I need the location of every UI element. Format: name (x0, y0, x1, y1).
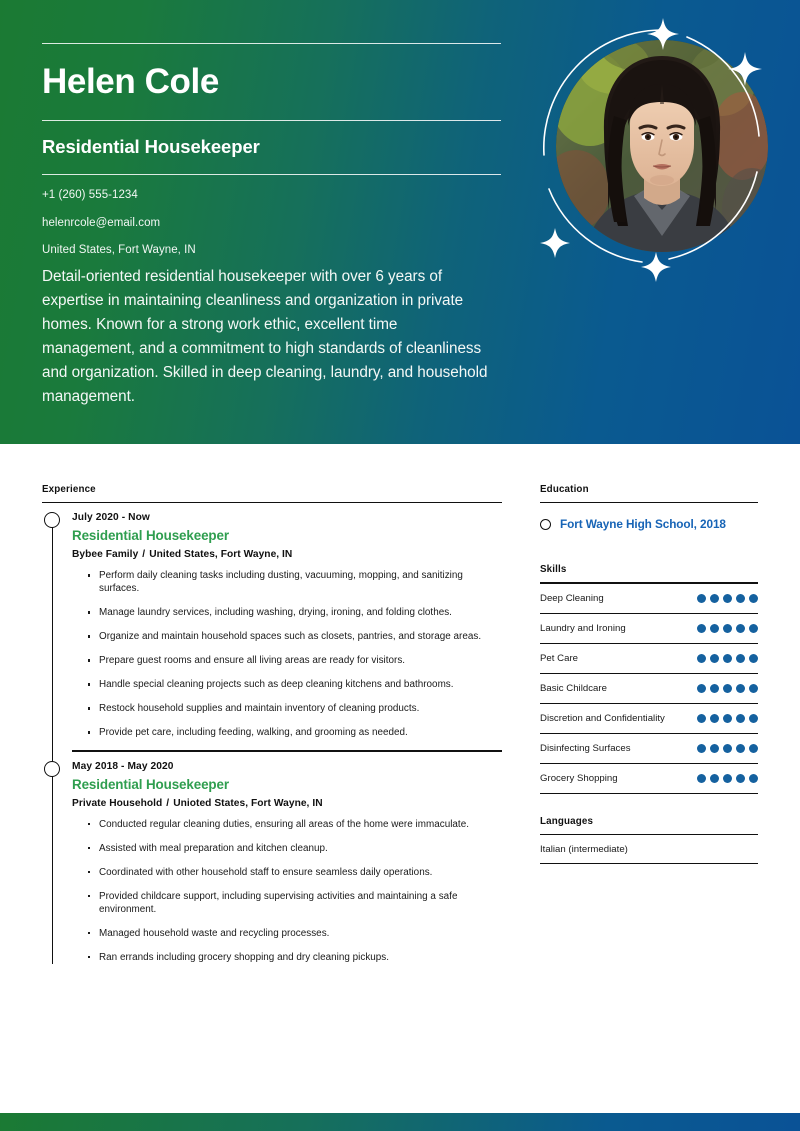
main-column (42, 484, 502, 975)
resume-header (0, 0, 800, 444)
photo-area (523, 12, 775, 278)
job-bullet: Restock household supplies and maintain inventory of cleaning products. (88, 702, 502, 715)
skill-item (540, 614, 758, 644)
resume-body (0, 444, 800, 1113)
job-bullet: Provide pet care, including feeding, walking, and grooming as needed. (88, 726, 502, 739)
job-bullet: Manage laundry services, including washing, drying, ironing, and folding clothes. (88, 606, 502, 619)
contact-location: United States, Fort Wayne, IN (42, 244, 196, 256)
skill-name: Discretion and Confidentiality (540, 712, 665, 724)
skill-rating (697, 654, 758, 663)
education-item (540, 517, 758, 531)
skill-item (540, 764, 758, 794)
skill-rating-dot (736, 714, 745, 723)
footer-accent-bar (0, 1113, 800, 1131)
education-section (540, 484, 758, 531)
skill-rating (697, 714, 758, 723)
page-title: Helen Cole (42, 62, 219, 101)
experience-timeline (42, 503, 502, 963)
job-title: Residential Housekeeper (72, 528, 229, 544)
skill-rating (697, 744, 758, 753)
experience-item (42, 503, 502, 739)
section-heading-skills: Skills (540, 564, 567, 576)
skill-rating-dot (710, 684, 719, 693)
sidebar-spacer (540, 531, 758, 564)
professional-summary: Detail-oriented residential housekeeper with over 6 years of expertise in maintaining cleanliness and organization in private homes. Known for a strong work ethic, excellent time management, and a commitment to high standards of cleanliness and organization. Skilled in deep cleaning, laundry, and household management. (42, 268, 488, 405)
skill-rating-dot (710, 654, 719, 663)
job-bullet: Coordinated with other household staff to ensure seamless daily operations. (88, 866, 502, 879)
job-bullet: Conducted regular cleaning duties, ensuring all areas of the home were immaculate. (88, 818, 502, 831)
skill-rating-dot (710, 624, 719, 633)
skill-rating-dot (710, 594, 719, 603)
skill-rating-dot (697, 594, 706, 603)
language-item: Italian (intermediate) (540, 835, 758, 864)
skill-rating (697, 594, 758, 603)
job-bullet: Perform daily cleaning tasks including dusting, vacuuming, mopping, and sanitizing surfaces. (88, 569, 502, 595)
section-heading-education: Education (540, 484, 589, 495)
timeline-marker-icon (44, 512, 60, 528)
skill-rating-dot (736, 654, 745, 663)
skill-rating (697, 774, 758, 783)
skill-rating-dot (723, 684, 732, 693)
skill-rating-dot (749, 744, 758, 753)
skill-name: Disinfecting Surfaces (540, 742, 631, 754)
timeline-marker-icon (44, 761, 60, 777)
contact-email: helenrcole@email.com (42, 216, 161, 229)
job-title: Residential Housekeeper (72, 776, 229, 792)
sidebar-column (540, 484, 758, 864)
skill-rating-dot (736, 684, 745, 693)
contact-phone: +1 (260) 555-1234 (42, 189, 138, 201)
skill-item (540, 644, 758, 674)
languages-section (540, 816, 758, 864)
job-bullet-list (72, 569, 502, 739)
section-heading-experience: Experience (42, 484, 96, 495)
skill-rating-dot (723, 744, 732, 753)
skill-rating-dot (723, 594, 732, 603)
job-bullet: Managed household waste and recycling processes. (88, 927, 502, 940)
skill-rating-dot (749, 654, 758, 663)
skill-name: Basic Childcare (540, 682, 607, 694)
skill-name: Laundry and Ironing (540, 622, 626, 634)
job-bullet: Provided childcare support, including supervising activities and maintaining a safe environment. (88, 890, 502, 916)
skill-rating-dot (697, 654, 706, 663)
skills-section (540, 564, 758, 793)
job-bullet: Prepare guest rooms and ensure all living areas are ready for visitors. (88, 654, 502, 667)
skill-rating-dot (723, 624, 732, 633)
section-heading-languages: Languages (540, 815, 594, 827)
job-role-subtitle: Residential Housekeeper (42, 136, 260, 157)
sparkle-icon (540, 18, 762, 282)
job-bullet: Handle special cleaning projects such as deep cleaning kitchens and bathrooms. (88, 678, 502, 691)
skill-rating-dot (710, 774, 719, 783)
skill-rating-dot (749, 684, 758, 693)
skill-rating-dot (697, 744, 706, 753)
skill-rating-dot (723, 654, 732, 663)
job-bullet: Ran errands including grocery shopping and dry cleaning pickups. (88, 951, 502, 964)
skill-rating-dot (710, 744, 719, 753)
skill-name: Pet Care (540, 652, 579, 664)
job-location: Unioted States, Fort Wayne, IN (173, 797, 323, 809)
skill-rating-dot (697, 624, 706, 633)
header-divider-bottom (42, 174, 501, 175)
header-left-column (42, 0, 502, 273)
skill-rating-dot (736, 774, 745, 783)
skill-rating-dot (723, 774, 732, 783)
section-rule-education (540, 502, 758, 503)
job-dates: July 2020 - Now (72, 512, 150, 524)
job-dates: May 2018 - May 2020 (72, 760, 174, 772)
skill-rating-dot (749, 774, 758, 783)
skill-rating-dot (697, 684, 706, 693)
header-divider-middle (42, 120, 501, 121)
contact-block (42, 190, 502, 257)
skill-name: Grocery Shopping (540, 772, 618, 784)
skill-rating-dot (749, 714, 758, 723)
skill-rating-dot (736, 624, 745, 633)
job-meta (72, 549, 502, 560)
skill-rating-dot (723, 714, 732, 723)
skill-rating (697, 624, 758, 633)
job-bullet-list (72, 818, 502, 964)
job-employer: Private Household (72, 797, 163, 809)
skill-rating-dot (710, 714, 719, 723)
education-marker-icon (540, 519, 551, 530)
skill-rating-dot (749, 594, 758, 603)
job-bullet: Organize and maintain household spaces such as closets, pantries, and storage areas. (88, 630, 502, 643)
skill-item (540, 674, 758, 704)
skill-item (540, 704, 758, 734)
job-meta-separator: / (166, 797, 170, 809)
job-meta-separator: / (142, 549, 146, 561)
sidebar-spacer (540, 794, 758, 816)
skill-rating-dot (736, 594, 745, 603)
decorative-ring (523, 12, 775, 278)
skill-item (540, 584, 758, 614)
skill-rating-dot (697, 774, 706, 783)
job-meta (72, 798, 502, 809)
job-location: United States, Fort Wayne, IN (149, 549, 293, 561)
skill-rating-dot (736, 744, 745, 753)
skill-rating-dot (697, 714, 706, 723)
job-bullet: Assisted with meal preparation and kitchen cleanup. (88, 842, 502, 855)
skill-rating-dot (749, 624, 758, 633)
skill-rating (697, 684, 758, 693)
header-divider-top (42, 43, 501, 44)
job-employer: Bybee Family (72, 549, 139, 561)
experience-item (42, 752, 502, 964)
education-school: Fort Wayne High School, 2018 (560, 517, 726, 532)
skill-item (540, 734, 758, 764)
skill-name: Deep Cleaning (540, 592, 604, 604)
